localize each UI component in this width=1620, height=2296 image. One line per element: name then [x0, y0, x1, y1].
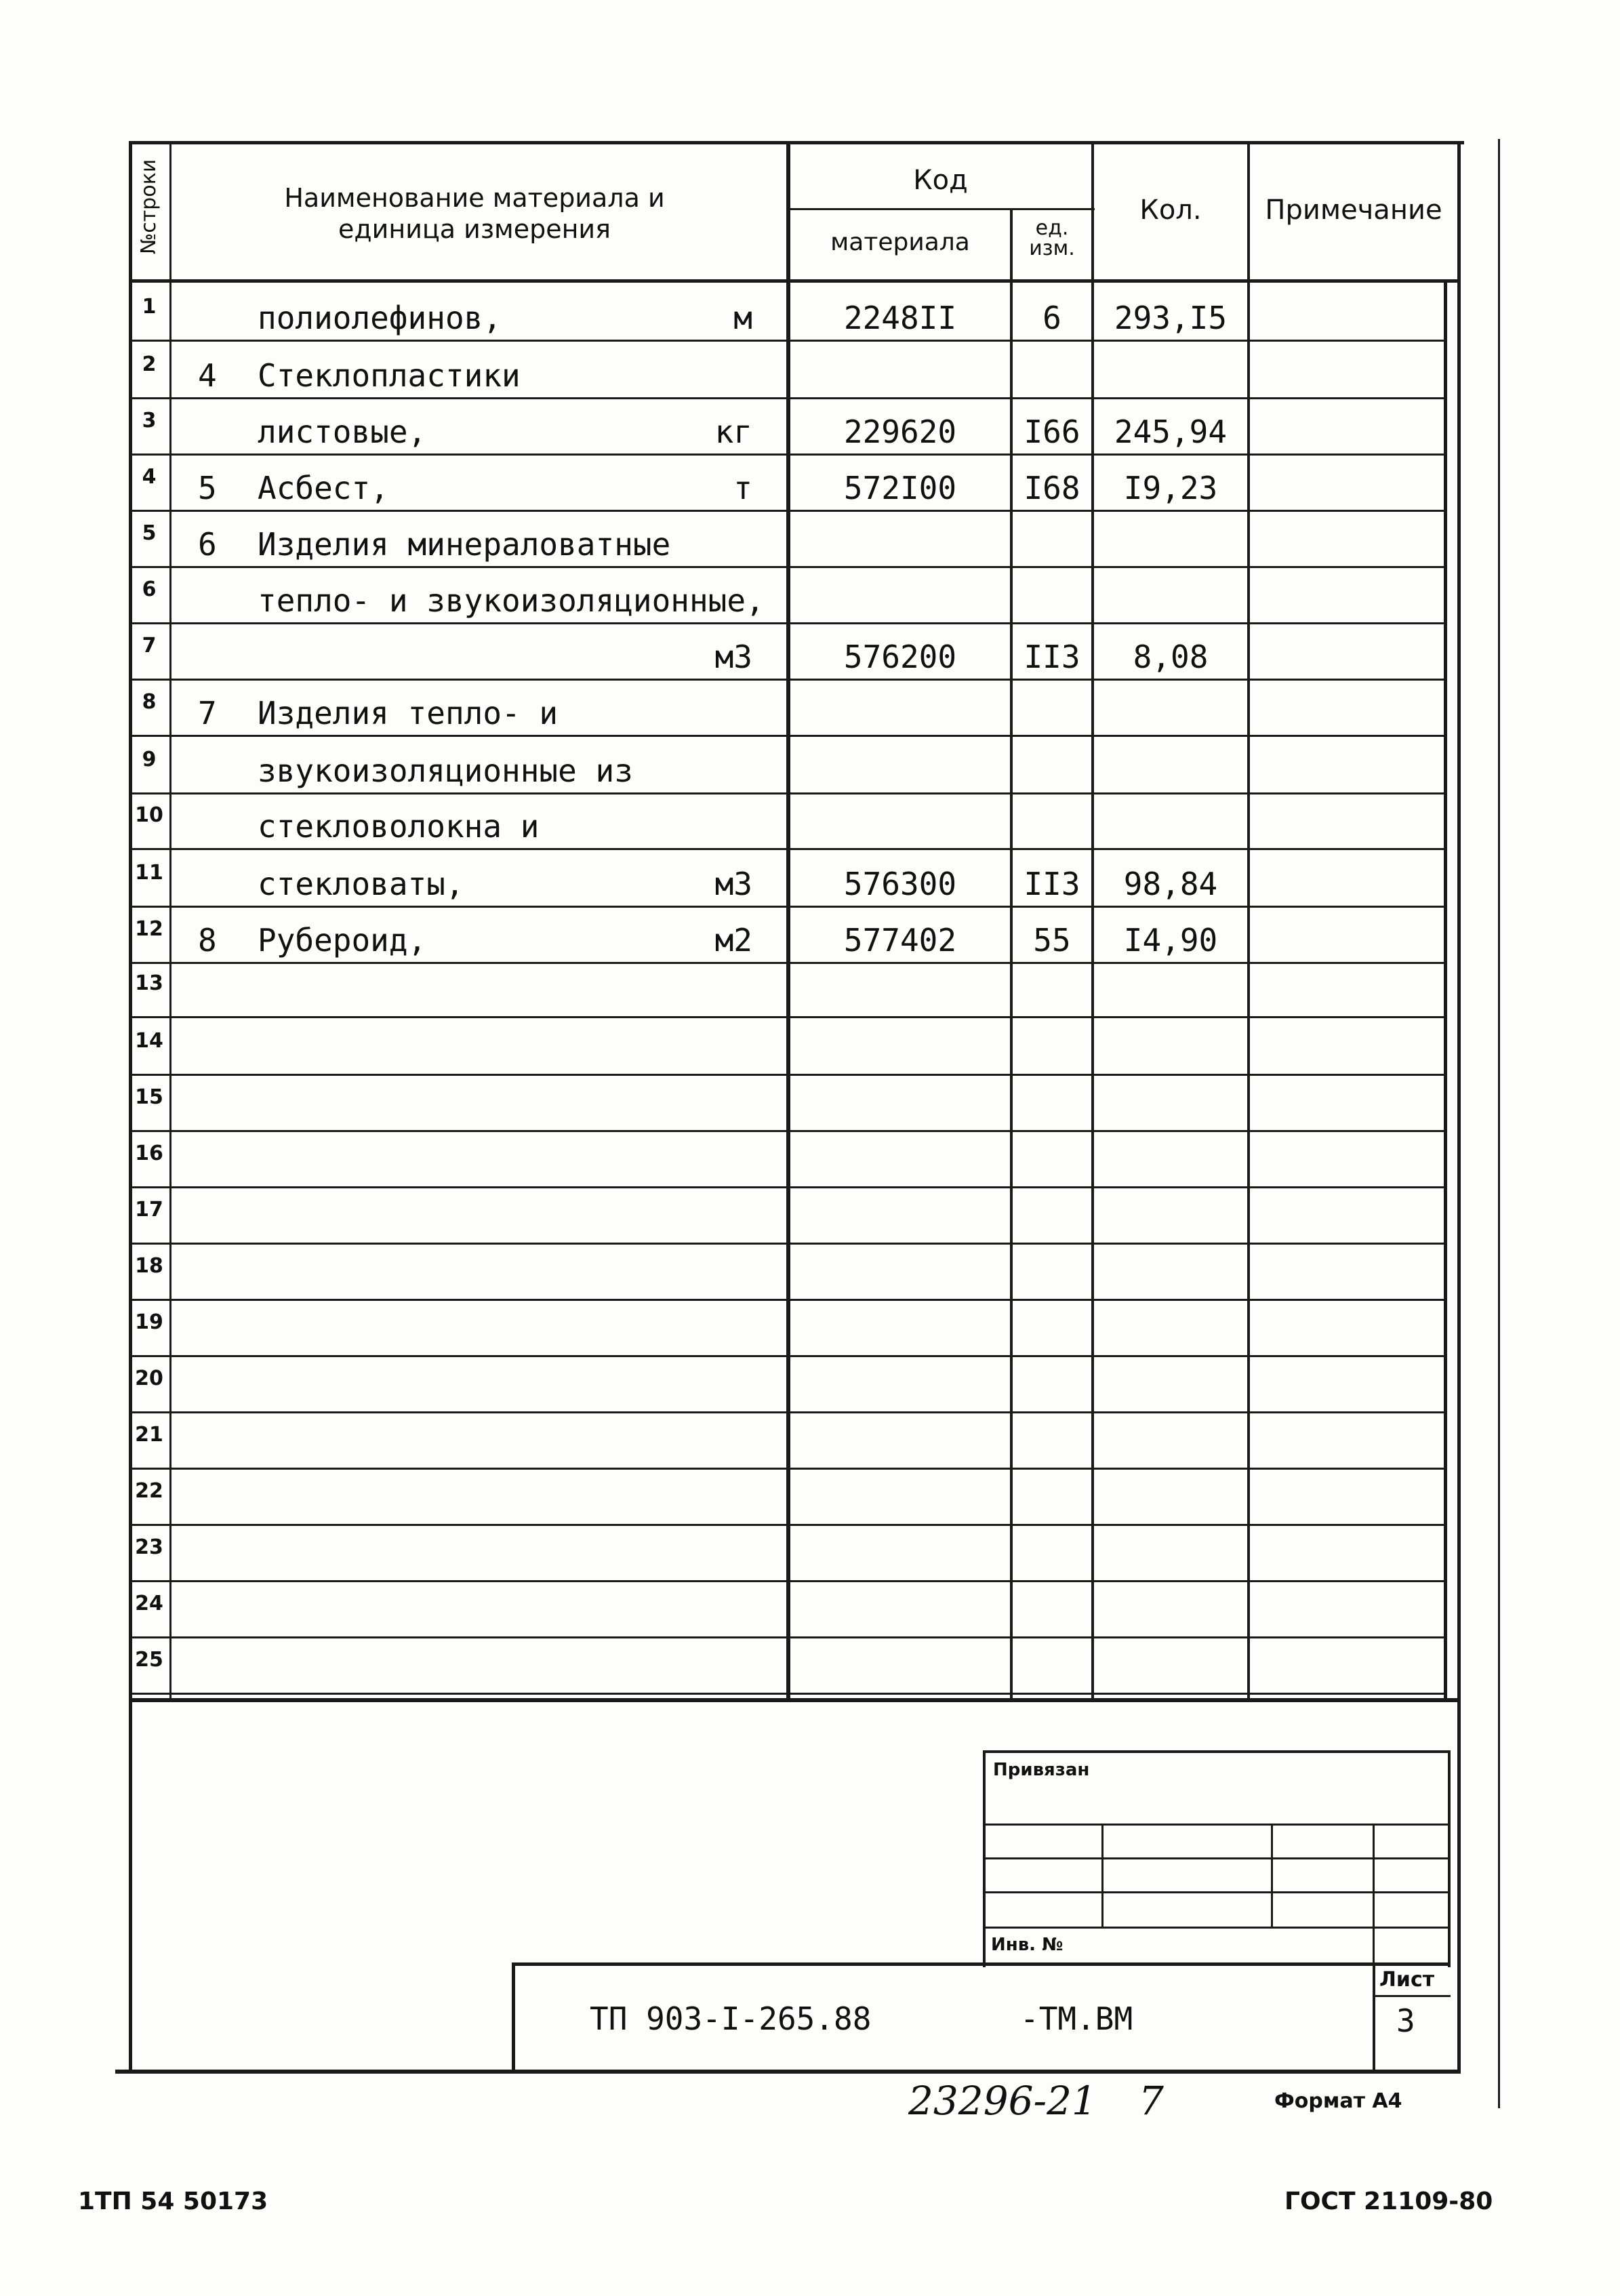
- unit-label: м2: [714, 922, 752, 959]
- item-number: 4: [198, 357, 217, 394]
- unit-code: 6: [1042, 300, 1061, 336]
- row-separator: [129, 962, 1447, 964]
- row-number: 25: [135, 1648, 163, 1672]
- unit-label: кг: [714, 414, 752, 450]
- frame-top: [129, 141, 1464, 144]
- unit-code: I66: [1024, 414, 1080, 450]
- material-code: 2248II: [843, 300, 957, 336]
- material-name: стекловаты,: [258, 866, 464, 902]
- row-number: 3: [142, 409, 157, 432]
- row-separator: [129, 622, 1447, 624]
- row-separator: [129, 1693, 1447, 1695]
- title-block-top: [512, 1962, 1451, 1966]
- row-separator: [129, 1130, 1447, 1132]
- row-separator: [129, 1074, 1447, 1076]
- row-number: 18: [135, 1254, 163, 1278]
- row-number: 21: [135, 1423, 163, 1447]
- handwritten-number: 23296-21: [908, 2078, 1097, 2124]
- row-separator: [129, 566, 1447, 568]
- row-separator: [129, 1580, 1447, 1582]
- title-block-left: [512, 1962, 515, 2071]
- unit-code: 55: [1033, 922, 1071, 959]
- material-name: Изделия тепло- и: [258, 695, 559, 731]
- row-number: 23: [135, 1535, 163, 1559]
- table-bottom-line: [129, 1698, 1461, 1702]
- row-number: 13: [135, 971, 163, 995]
- row-number: 1: [142, 295, 157, 319]
- frame-bottom: [115, 2070, 1461, 2074]
- row-number: 10: [135, 803, 163, 827]
- sheet-label: Лист: [1379, 1968, 1435, 1992]
- unit-code: II3: [1024, 866, 1080, 902]
- row-separator: [129, 1299, 1447, 1301]
- item-number: 6: [198, 526, 217, 563]
- header-material-name: Наименование материала и единица измерения: [284, 183, 665, 244]
- row-number: 12: [135, 917, 163, 941]
- format-label: Формат А4: [1274, 2089, 1402, 2113]
- unit-label: т: [733, 470, 752, 506]
- frame-right: [1457, 141, 1461, 2073]
- row-separator: [129, 397, 1447, 399]
- row-separator: [129, 1243, 1447, 1245]
- stamp-hline-4: [983, 1927, 1451, 1929]
- quantity: 245,94: [1114, 414, 1228, 450]
- stamp-privyazan: Привязан: [993, 1760, 1090, 1780]
- unit-label: м3: [714, 866, 752, 902]
- row-number: 11: [135, 861, 163, 885]
- sheet-number: 3: [1396, 2002, 1415, 2039]
- row-number: 14: [135, 1029, 163, 1053]
- row-separator: [129, 906, 1447, 908]
- material-code: 576200: [843, 639, 957, 675]
- row-number: 5: [142, 521, 157, 545]
- title-block-sheet-label-line: [1373, 1995, 1451, 1997]
- row-number: 16: [135, 1142, 163, 1165]
- row-separator: [129, 1636, 1447, 1638]
- unit-code: I68: [1024, 470, 1080, 506]
- unit-label: м3: [714, 639, 752, 675]
- row-separator: [129, 1411, 1447, 1413]
- stamp-hline-1: [983, 1824, 1451, 1826]
- material-name: Изделия минераловатные: [258, 526, 671, 563]
- title-doc-suffix: -ТМ.ВМ: [1020, 2000, 1133, 2037]
- row-separator: [129, 340, 1447, 342]
- quantity: 98,84: [1123, 866, 1218, 902]
- row-separator: [129, 735, 1447, 737]
- row-separator: [129, 454, 1447, 456]
- row-number: 8: [142, 690, 157, 714]
- table-bottom-right-seg: [1444, 279, 1447, 1701]
- header-note: Примечание: [1265, 195, 1442, 226]
- row-number: 19: [135, 1310, 163, 1334]
- header-code-unit: ед. изм.: [1029, 216, 1075, 260]
- row-separator: [129, 848, 1447, 850]
- row-number: 2: [142, 353, 157, 376]
- row-number: 7: [142, 634, 157, 658]
- code-subheader-line: [786, 208, 1095, 210]
- stamp-top-line: [983, 1750, 1451, 1753]
- material-code: 572I00: [843, 470, 957, 506]
- item-number: 7: [198, 695, 217, 731]
- stamp-vline-1: [1101, 1824, 1103, 1927]
- material-name: Асбест,: [258, 470, 389, 506]
- unit-code: II3: [1024, 639, 1080, 675]
- footer-left-code: 1ТП 54 50173: [78, 2188, 268, 2215]
- header-bottom-line: [129, 279, 1461, 283]
- outer-right-edge: [1498, 139, 1500, 2108]
- stamp-inv-no: Инв. №: [991, 1935, 1064, 1955]
- row-number: 24: [135, 1592, 163, 1615]
- material-code: 576300: [843, 866, 957, 902]
- row-number: 17: [135, 1198, 163, 1222]
- row-separator: [129, 1186, 1447, 1188]
- item-number: 5: [198, 470, 217, 506]
- stamp-hline-2: [983, 1857, 1451, 1859]
- row-number: 15: [135, 1085, 163, 1109]
- row-number: 9: [142, 748, 157, 771]
- handwritten-sheet: 7: [1139, 2078, 1164, 2124]
- title-block-sheet-divider: [1373, 1962, 1375, 2071]
- row-separator: [129, 1468, 1447, 1470]
- quantity: 8,08: [1133, 639, 1209, 675]
- material-name: звукоизоляционные из: [258, 752, 633, 789]
- stamp-vline-2: [1271, 1824, 1273, 1927]
- quantity: 293,I5: [1114, 300, 1228, 336]
- material-name: листовые,: [258, 414, 427, 450]
- header-code-material: материала: [830, 228, 970, 256]
- material-code: 577402: [843, 922, 957, 959]
- material-name: Рубероид,: [258, 922, 427, 959]
- material-name: полиолефинов,: [258, 300, 502, 336]
- material-name: тепло- и звукоизоляционные,: [258, 582, 765, 619]
- row-separator: [129, 792, 1447, 794]
- material-name: стекловолокна и: [258, 808, 540, 845]
- row-separator: [129, 1016, 1447, 1018]
- row-number: 6: [142, 578, 157, 601]
- title-doc-code: ТП 903-I-265.88: [590, 2000, 872, 2037]
- quantity: I9,23: [1123, 470, 1218, 506]
- header-code: Код: [913, 165, 968, 196]
- row-number: 4: [142, 465, 157, 489]
- item-number: 8: [198, 922, 217, 959]
- footer-gost: ГОСТ 21109-80: [1284, 2188, 1493, 2215]
- row-separator: [129, 679, 1447, 681]
- row-separator: [129, 510, 1447, 512]
- row-number: 22: [135, 1479, 163, 1503]
- row-separator: [129, 1355, 1447, 1357]
- unit-label: м: [733, 300, 752, 336]
- header-row-number: №строки: [137, 159, 161, 254]
- header-qty: Кол.: [1139, 195, 1202, 226]
- material-name: Стеклопластики: [258, 357, 521, 394]
- stamp-hline-3: [983, 1891, 1451, 1893]
- stamp-vline-3: [1373, 1824, 1375, 1973]
- material-code: 229620: [843, 414, 957, 450]
- row-number: 20: [135, 1367, 163, 1390]
- quantity: I4,90: [1123, 922, 1218, 959]
- row-separator: [129, 1524, 1447, 1526]
